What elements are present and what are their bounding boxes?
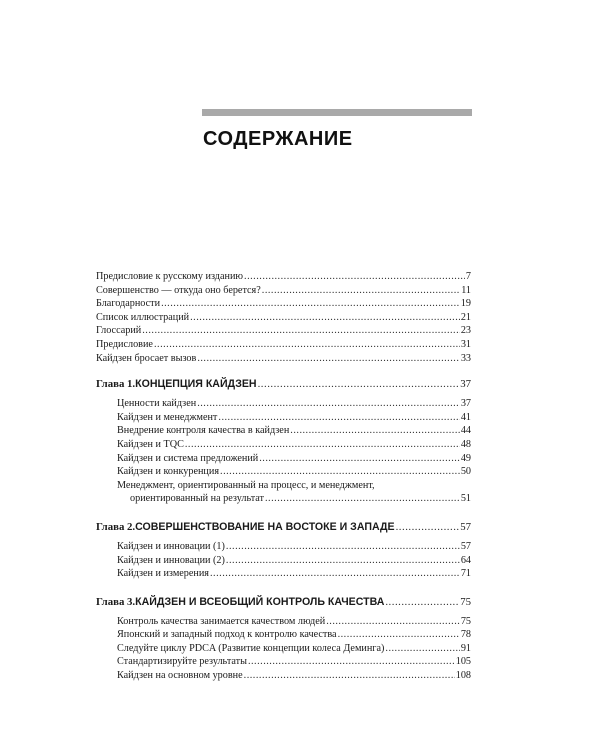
toc-entry-page: 51 — [460, 493, 471, 505]
header-rule — [202, 109, 472, 116]
toc-entry-page: 75 — [460, 615, 471, 627]
chapter-number: Глава 2. — [96, 520, 136, 533]
toc-entry-title: Японский и западный подход к контролю качества — [117, 629, 337, 641]
toc-entry-title: Кайдзен и TQC — [117, 438, 184, 450]
toc-entry[interactable] — [117, 465, 471, 479]
toc-entry[interactable] — [117, 397, 471, 411]
leader-dots — [197, 397, 460, 411]
toc-entry-title: Кайдзен бросает вызов — [96, 352, 197, 364]
toc-entry-page: 11 — [461, 284, 471, 296]
page-title: СОДЕРЖАНИЕ — [203, 128, 353, 150]
toc-entry-title: Кайдзен и система предложений — [117, 452, 259, 464]
toc-entry[interactable] — [96, 270, 471, 284]
toc-entry-page: 108 — [455, 670, 471, 682]
leader-dots — [265, 492, 460, 506]
toc-entry-page: 50 — [460, 466, 471, 478]
toc-entry-title: Ценности кайдзен — [117, 398, 197, 410]
toc-entry-title: Кайдзен и инновации (1) — [117, 540, 225, 552]
toc-entry-multiline[interactable] — [117, 479, 471, 506]
toc-entry-title-line2: ориентированный на результат — [130, 493, 264, 505]
toc-entry-title: Кайдзен на основном уровне — [117, 670, 243, 682]
toc-entry[interactable] — [96, 311, 471, 325]
toc-entry-page: 71 — [460, 568, 471, 580]
toc-entry-title: Благодарности — [96, 298, 161, 310]
toc-entry[interactable] — [96, 297, 471, 311]
leader-dots — [190, 311, 460, 325]
leader-dots — [290, 424, 460, 438]
leader-dots — [338, 628, 460, 642]
toc-entry-title: Следуйте циклу PDCA (Развитие концепции колеса Деминга) — [117, 642, 385, 654]
toc-entry[interactable] — [96, 324, 471, 338]
toc-entry-page: 31 — [460, 338, 471, 350]
leader-dots — [185, 438, 460, 452]
toc-entry-title: Внедрение контроля качества в кайдзен — [117, 425, 290, 437]
toc-entry-page: 78 — [460, 629, 471, 641]
chapter-sections — [117, 397, 471, 506]
chapter-page: 57 — [460, 520, 471, 533]
chapter-sections — [117, 615, 471, 683]
leader-dots — [226, 554, 460, 568]
leader-dots — [142, 324, 460, 338]
chapter-title: СОВЕРШЕНСТВОВАНИЕ НА ВОСТОКЕ И ЗАПАДЕ — [135, 520, 395, 533]
toc-entry-title: Кайдзен и конкуренция — [117, 466, 220, 478]
chapter-title: КОНЦЕПЦИЯ КАЙДЗЕН — [135, 378, 257, 391]
toc-entry-page: 48 — [460, 438, 471, 450]
toc-entry-page: 19 — [460, 298, 471, 310]
leader-dots — [258, 377, 460, 391]
leader-dots — [396, 520, 460, 534]
toc-entry[interactable] — [96, 352, 471, 366]
toc-entry-title: Глоссарий — [96, 325, 142, 337]
table-of-contents — [96, 270, 471, 683]
leader-dots — [210, 567, 460, 581]
toc-entry[interactable] — [117, 411, 471, 425]
chapter-page: 75 — [460, 595, 471, 608]
toc-entry-title: Контроль качества занимается качеством людей — [117, 615, 326, 627]
toc-entry[interactable] — [117, 669, 471, 683]
toc-entry[interactable] — [117, 642, 471, 656]
leader-dots — [385, 595, 459, 609]
toc-entry[interactable] — [96, 284, 471, 298]
toc-entry-title: Совершенство — откуда оно берется? — [96, 284, 261, 296]
toc-entry[interactable] — [117, 615, 471, 629]
toc-entry-page: 64 — [460, 554, 471, 566]
toc-entry-title: Список иллюстраций — [96, 311, 190, 323]
toc-entry-title: Предисловие — [96, 338, 153, 350]
chapter-page: 37 — [460, 378, 471, 391]
leader-dots — [262, 284, 460, 298]
leader-dots — [244, 669, 455, 683]
leader-dots — [248, 655, 455, 669]
toc-entry-page: 44 — [460, 425, 471, 437]
leader-dots — [244, 270, 465, 284]
leader-dots — [259, 452, 460, 466]
leader-dots — [385, 642, 459, 656]
toc-entry-page: 37 — [460, 398, 471, 410]
toc-entry-title: Кайдзен и инновации (2) — [117, 554, 225, 566]
toc-entry-title: Предисловие к русскому изданию — [96, 271, 244, 282]
toc-entry-page: 33 — [460, 352, 471, 364]
chapter-heading[interactable] — [96, 377, 471, 391]
chapter-heading[interactable] — [96, 520, 471, 534]
toc-entry-page: 49 — [460, 452, 471, 464]
toc-entry-title: Стандартизируйте результаты — [117, 656, 247, 668]
toc-entry-page: 57 — [460, 540, 471, 552]
leader-dots — [197, 352, 459, 366]
toc-entry[interactable] — [117, 628, 471, 642]
front-matter-list — [96, 270, 471, 365]
toc-entry-title: Кайдзен и менеджмент — [117, 411, 218, 423]
leader-dots — [226, 540, 460, 554]
toc-entry-page: 105 — [455, 656, 471, 668]
toc-entry-title-line1: Менеджмент, ориентированный на процесс, и менеджмент, — [117, 479, 375, 491]
toc-entry[interactable] — [117, 438, 471, 452]
chapter-number: Глава 1. — [96, 378, 136, 391]
leader-dots — [161, 297, 460, 311]
toc-entry-page: 91 — [460, 642, 471, 654]
toc-entry[interactable] — [117, 567, 471, 581]
leader-dots — [326, 615, 460, 629]
chapter-heading[interactable] — [96, 595, 471, 609]
chapter-number: Глава 3. — [96, 595, 136, 608]
toc-entry-page: 21 — [460, 311, 471, 323]
toc-entry-page: 41 — [460, 411, 471, 423]
toc-entry-page: 7 — [465, 271, 471, 282]
toc-entry-page: 23 — [460, 325, 471, 337]
leader-dots — [154, 338, 460, 352]
toc-entry[interactable] — [117, 424, 471, 438]
chapter-sections — [117, 540, 471, 581]
toc-entry[interactable] — [117, 655, 471, 669]
leader-dots — [220, 465, 460, 479]
toc-entry[interactable] — [117, 554, 471, 568]
toc-entry[interactable] — [96, 338, 471, 352]
toc-entry[interactable] — [117, 540, 471, 554]
leader-dots — [218, 411, 459, 425]
chapter-title: КАЙДЗЕН И ВСЕОБЩИЙ КОНТРОЛЬ КАЧЕСТВА — [135, 595, 385, 608]
toc-entry-title: Кайдзен и измерения — [117, 568, 209, 580]
toc-entry[interactable] — [117, 452, 471, 466]
